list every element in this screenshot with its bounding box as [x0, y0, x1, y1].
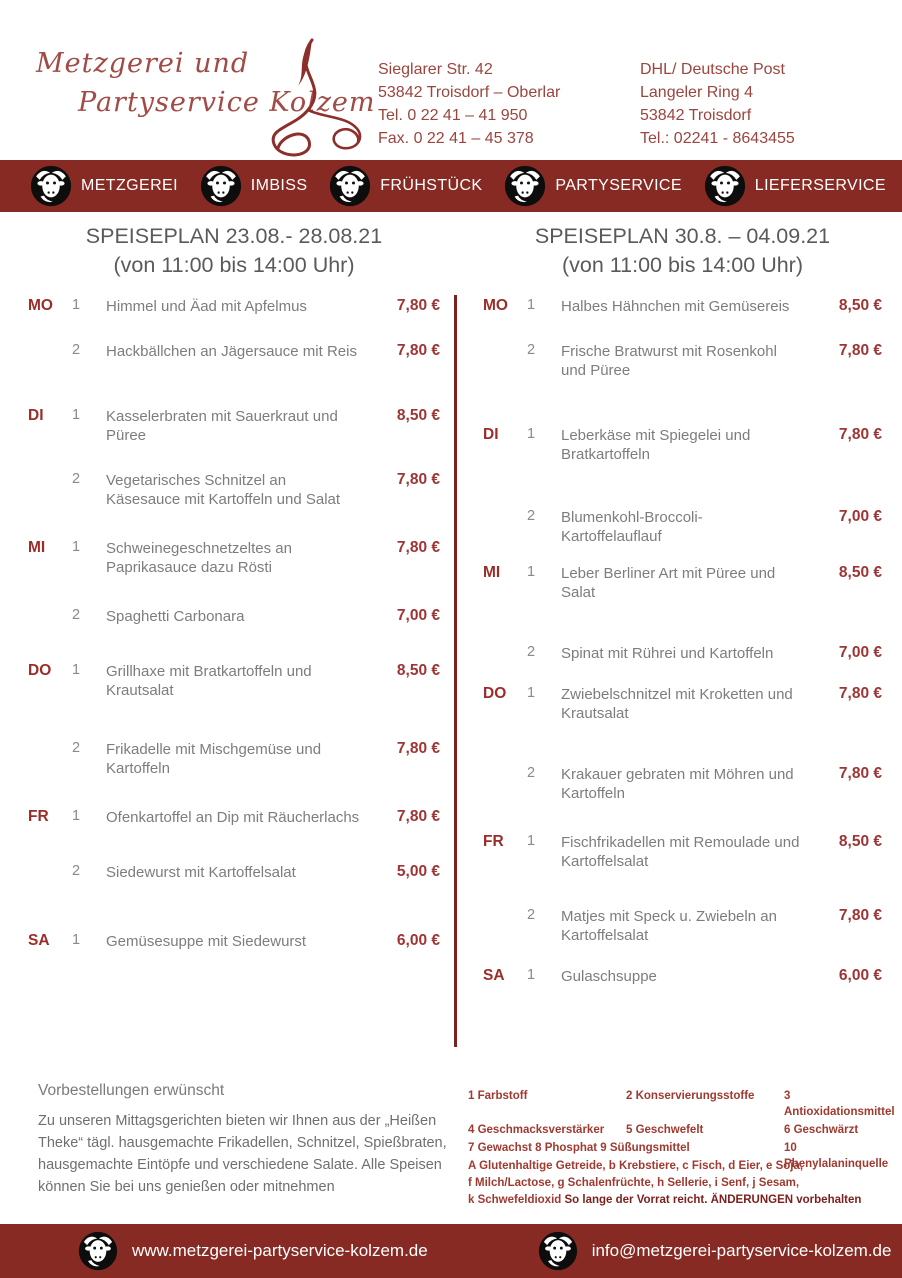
- nav-label: LIEFERSERVICE: [754, 177, 886, 194]
- dish-price: 7,00 €: [838, 644, 882, 661]
- dish-number: 1: [72, 808, 81, 824]
- dish-price: 8,50 €: [396, 407, 440, 424]
- address-shop-street: Sieglarer Str. 42: [378, 61, 493, 78]
- dish-price: 7,80 €: [396, 808, 440, 825]
- menu-week-1: [0, 222, 455, 986]
- dish-name: Siedewurst mit Kartoffelsalat: [106, 864, 296, 881]
- dish-name: Leber Berliner Art mit Püree und Salat: [561, 565, 776, 601]
- main-nav: [0, 160, 902, 212]
- dish-name: Zwiebelschnitzel mit Kroketten und Krautsalat: [561, 686, 793, 722]
- cow-icon: [200, 165, 242, 207]
- hot-counter-paragraph: Zu unseren Mittagsgerichten bieten wir Ihnen aus der „Heißen Theke“ tägl. hausgemachte Frikadellen, Schnitzel, Spießbraten, hausgemachte Eintöpfe und verschiedene Salate. Alle Speisen können Sie bei uns genießen oder mitnehmen: [38, 1113, 447, 1195]
- nav-item-partyservice[interactable]: [504, 165, 682, 207]
- cow-icon: [329, 165, 371, 207]
- menu-row: [483, 342, 882, 380]
- stock-disclaimer: So lange der Vorrat reicht. ÄNDERUNGEN vorbehalten: [564, 1194, 862, 1206]
- website-url: www.metzgerei-partyservice-kolzem.de: [132, 1241, 428, 1260]
- dish-name: Gemüsesuppe mit Siedewurst: [106, 933, 307, 950]
- dish-name: Spaghetti Carbonara: [106, 608, 245, 625]
- allergens-line: A Glutenhaltige Getreide, b Krebstiere, c Fisch, d Eier, e Soja,: [468, 1160, 804, 1172]
- cow-icon: [504, 165, 546, 207]
- day-label: MO: [483, 297, 508, 314]
- logo-text-line1: Metzgerei und: [36, 48, 250, 79]
- additive-item: 6 Geschwärzt: [784, 1124, 859, 1136]
- day-label: FR: [28, 808, 49, 825]
- dish-price: 7,80 €: [396, 471, 440, 488]
- preorder-note: Vorbestellungen erwünscht: [38, 1082, 225, 1099]
- dish-price: 7,80 €: [838, 907, 882, 924]
- dish-price: 8,50 €: [838, 297, 882, 314]
- dish-price: 7,80 €: [838, 685, 882, 702]
- nav-item-imbiss[interactable]: [200, 165, 308, 207]
- dish-number: 1: [527, 967, 536, 983]
- dish-price: 7,80 €: [396, 539, 440, 556]
- menu-row: [483, 833, 882, 871]
- address-shop-fax: Fax. 0 22 41 – 45 378: [378, 130, 534, 147]
- menu-row: [28, 808, 440, 827]
- dish-price: 6,00 €: [838, 967, 882, 984]
- dish-name: Spinat mit Rührei und Kartoffeln: [561, 645, 774, 662]
- cow-icon: [30, 165, 72, 207]
- footer-website-link[interactable]: [78, 1231, 428, 1271]
- day-label: DI: [28, 407, 44, 424]
- menu-columns: [0, 222, 902, 986]
- dish-number: 1: [527, 564, 536, 580]
- allergens-legend: [468, 1158, 896, 1209]
- dish-name: Gulaschsuppe: [561, 968, 657, 985]
- menu-row: [28, 607, 440, 626]
- menu-row: [28, 662, 440, 700]
- dish-name: Schweinegeschnetzeltes an Paprikasauce dazu Rösti: [106, 540, 292, 576]
- dish-number: 1: [72, 932, 81, 948]
- address-dhl-city: 53842 Troisdorf: [640, 107, 752, 124]
- nav-item-fruehstueck[interactable]: [329, 165, 482, 207]
- menu-row: [483, 644, 882, 663]
- menu-row: [28, 407, 440, 445]
- dish-price: 5,00 €: [396, 863, 440, 880]
- dish-price: 7,00 €: [396, 607, 440, 624]
- dish-price: 7,80 €: [396, 297, 440, 314]
- menu-title: SPEISEPLAN 30.8. – 04.09.21: [534, 224, 831, 248]
- dish-number: 2: [527, 907, 536, 923]
- menu-row: [483, 765, 882, 803]
- menu-row: [483, 685, 882, 723]
- dish-number: 1: [72, 297, 81, 313]
- dish-number: 2: [527, 765, 536, 781]
- dish-number: 1: [72, 539, 81, 555]
- dish-number: 1: [527, 685, 536, 701]
- nav-label: IMBISS: [250, 177, 308, 194]
- menu-row: [483, 508, 882, 546]
- ribbon-swirl-icon: [246, 38, 374, 164]
- dish-name: Vegetarisches Schnitzel an Käsesauce mit Kartoffeln und Salat: [106, 472, 341, 508]
- dish-number: 1: [527, 833, 536, 849]
- dish-number: 2: [527, 342, 536, 358]
- nav-item-metzgerei[interactable]: [30, 165, 178, 207]
- dish-number: 2: [527, 644, 536, 660]
- additive-item: 10 Phenylalaninquelle: [784, 1142, 889, 1170]
- dish-name: Krakauer gebraten mit Möhren und Kartoffeln: [561, 766, 794, 802]
- dish-price: 7,80 €: [838, 426, 882, 443]
- day-label: DI: [483, 426, 499, 443]
- additive-item: 5 Geschwefelt: [626, 1124, 704, 1136]
- menu-row: [28, 539, 440, 577]
- allergens-line: f Milch/Lactose, g Schalenfrüchte, h Sellerie, i Senf, j Sesam,: [468, 1177, 800, 1189]
- menu-title: SPEISEPLAN 23.08.- 28.08.21: [85, 224, 383, 248]
- address-dhl: [640, 58, 795, 150]
- dish-price: 7,00 €: [838, 508, 882, 525]
- dish-number: 1: [72, 407, 81, 423]
- address-shop: [378, 58, 560, 150]
- menu-row: [483, 564, 882, 602]
- dish-number: 1: [527, 426, 536, 442]
- dish-price: 7,80 €: [396, 342, 440, 359]
- dish-name: Ofenkartoffel an Dip mit Räucherlachs: [106, 809, 360, 826]
- dish-number: 2: [72, 740, 81, 756]
- address-shop-city: 53842 Troisdorf – Oberlar: [378, 84, 561, 101]
- additive-item: 1 Farbstoff: [468, 1090, 528, 1102]
- day-label: MI: [28, 539, 46, 556]
- dish-price: 8,50 €: [838, 833, 882, 850]
- footer-bar: [0, 1224, 902, 1278]
- address-dhl-tel: Tel.: 02241 - 8643455: [640, 130, 795, 147]
- menu-week-2: [455, 222, 902, 986]
- dish-number: 2: [527, 508, 536, 524]
- nav-item-lieferservice[interactable]: [704, 165, 886, 207]
- dish-name: Kasselerbraten mit Sauerkraut und Püree: [106, 408, 338, 444]
- additive-item: 4 Geschmacksverstärker: [468, 1124, 605, 1136]
- cow-icon: [704, 165, 746, 207]
- menu-subtitle: (von 11:00 bis 14:00 Uhr): [561, 253, 803, 277]
- menu-row: [28, 740, 440, 778]
- dish-name: Blumenkohl-Broccoli-Kartoffelauflauf: [561, 509, 703, 545]
- day-label: DO: [28, 662, 52, 679]
- logo-text-line2: Partyservice Kolzem: [78, 87, 376, 118]
- day-label: MO: [28, 297, 53, 314]
- dish-name: Himmel und Äad mit Apfelmus: [106, 298, 307, 315]
- day-label: FR: [483, 833, 504, 850]
- address-dhl-name: DHL/ Deutsche Post: [640, 61, 785, 78]
- dish-price: 7,80 €: [838, 342, 882, 359]
- menu-row: [483, 907, 882, 945]
- dish-price: 6,00 €: [396, 932, 440, 949]
- cow-icon: [78, 1231, 118, 1271]
- dish-name: Frische Bratwurst mit Rosenkohl und Püree: [561, 343, 777, 379]
- day-label: SA: [483, 967, 505, 984]
- menu-row: [483, 297, 882, 316]
- menu-row: [28, 863, 440, 882]
- menu-row: [28, 932, 440, 951]
- email-address: info@metzgerei-partyservice-kolzem.de: [591, 1241, 892, 1260]
- dish-number: 1: [72, 662, 81, 678]
- day-label: SA: [28, 932, 50, 949]
- nav-label: PARTYSERVICE: [555, 177, 682, 194]
- additive-item: 7 Gewachst 8 Phosphat 9 Süßungsmittel: [468, 1142, 690, 1154]
- cow-icon: [538, 1231, 578, 1271]
- dish-number: 2: [72, 863, 81, 879]
- dish-number: 2: [72, 471, 81, 487]
- nav-label: FRÜHSTÜCK: [380, 177, 483, 194]
- dish-price: 8,50 €: [396, 662, 440, 679]
- footer-email-link[interactable]: [538, 1231, 892, 1271]
- dish-name: Leberkäse mit Spiegelei und Bratkartoffeln: [561, 427, 751, 463]
- menu-row: [483, 426, 882, 464]
- additive-item: 3 Antioxidationsmittel: [784, 1090, 895, 1118]
- dish-price: 8,50 €: [838, 564, 882, 581]
- allergens-line-prefix: k Schwefeldioxid: [468, 1194, 565, 1206]
- dish-name: Hackbällchen an Jägersauce mit Reis: [106, 343, 357, 360]
- dish-name: Matjes mit Speck u. Zwiebeln an Kartoffelsalat: [561, 908, 777, 944]
- additive-item: 2 Konservierungsstoffe: [626, 1090, 755, 1102]
- address-shop-tel: Tel. 0 22 41 – 41 950: [378, 107, 528, 124]
- allergens-line: [468, 1192, 896, 1209]
- menu-row: [28, 471, 440, 509]
- dish-name: Halbes Hähnchen mit Gemüsereis: [561, 298, 790, 315]
- day-label: DO: [483, 685, 507, 702]
- menu-subtitle: (von 11:00 bis 14:00 Uhr): [113, 253, 355, 277]
- dish-number: 2: [72, 607, 81, 623]
- day-label: MI: [483, 564, 501, 581]
- dish-name: Grillhaxe mit Bratkartoffeln und Krautsalat: [106, 663, 312, 699]
- dish-price: 7,80 €: [838, 765, 882, 782]
- menu-row: [28, 342, 440, 361]
- dish-number: 1: [527, 297, 536, 313]
- nav-label: METZGEREI: [81, 177, 178, 194]
- dish-name: Frikadelle mit Mischgemüse und Kartoffeln: [106, 741, 322, 777]
- menu-row: [28, 297, 440, 316]
- address-dhl-street: Langeler Ring 4: [640, 84, 753, 101]
- dish-number: 2: [72, 342, 81, 358]
- dish-name: Fischfrikadellen mit Remoulade und Kartoffelsalat: [561, 834, 800, 870]
- menu-row: [483, 967, 882, 986]
- dish-price: 7,80 €: [396, 740, 440, 757]
